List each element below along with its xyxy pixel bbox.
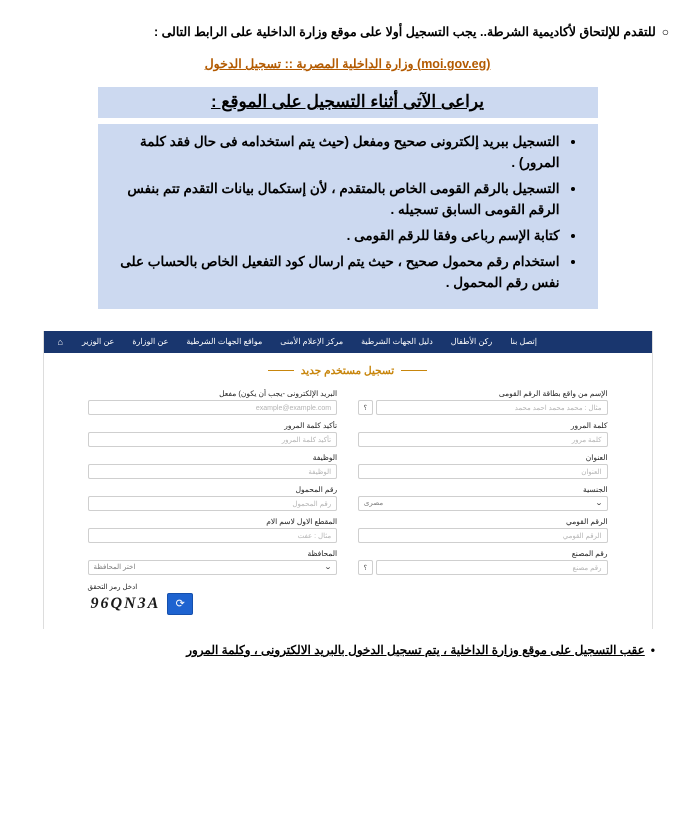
governorate-label: المحافظة xyxy=(307,548,338,558)
list-item: • استخدام رقم محمول صحيح ، حيث يتم ارسال كود التفعيل الخاص بالحساب على نفس رقم المحمول . xyxy=(108,252,560,294)
list-item: • التسجيل ببريد إلكترونى صحيح ومفعل (حيث يتم استخدامه فى حال فقد كلمة المرور) . xyxy=(108,132,560,174)
form-title-text: تسجيل مستخدم جديد xyxy=(300,364,395,377)
mobile-input[interactable]: رقم المحمول xyxy=(88,496,338,511)
registration-form xyxy=(44,387,652,629)
nationality-control xyxy=(358,496,608,511)
title-dash-left-icon xyxy=(268,370,294,371)
notice-box xyxy=(98,124,598,308)
field-confirm-password xyxy=(88,421,338,447)
nationality-value: مصرى xyxy=(363,499,384,507)
captcha-image: 96QN3A xyxy=(90,594,161,612)
captcha-block xyxy=(88,583,194,615)
home-icon[interactable]: ⌂ xyxy=(57,336,63,347)
national-id-input[interactable]: الرقم القومي xyxy=(358,528,608,543)
registration-link-line xyxy=(0,56,695,71)
password-input[interactable]: كلمة مرور xyxy=(358,432,608,447)
list-item: • التسجيل بالرقم القومى الخاص بالمتقدم ، لأن إستكمال بيانات التقدم تتم بنفس الرقم القومى السابق تسجيله . xyxy=(108,179,560,221)
footer-note xyxy=(0,629,695,657)
nav-item-kids-corner[interactable]: ركن الأطفال xyxy=(450,336,493,346)
notice-heading: يراعى الآتى أثناء التسجيل على الموقع : xyxy=(98,87,598,118)
captcha-label: ادخل رمز التحقق xyxy=(87,583,138,591)
confirm-password-input[interactable]: تأكيد كلمة المرور xyxy=(88,432,338,447)
captcha-inner xyxy=(88,593,194,615)
intro-paragraph xyxy=(0,0,695,42)
form-row xyxy=(88,549,608,575)
link-title-text: وزارة الداخلية المصرية :: تسجيل الدخول xyxy=(204,57,414,72)
nav-item-minister[interactable]: عن الوزير xyxy=(81,336,115,346)
moi-registration-link[interactable] xyxy=(205,57,491,71)
field-mobile xyxy=(88,485,338,511)
email-control xyxy=(88,400,338,415)
address-input[interactable]: العنوان xyxy=(358,464,608,479)
form-row xyxy=(88,421,608,447)
password-label: كلمة المرور xyxy=(570,420,608,430)
site-navbar xyxy=(44,331,652,353)
notice-list xyxy=(108,132,582,293)
governorate-value: اختر المحافظة xyxy=(93,563,136,571)
mother-first-name-control xyxy=(88,528,338,543)
field-password xyxy=(358,421,608,447)
job-input[interactable]: الوظيفة xyxy=(88,464,338,479)
nav-item-contact-us[interactable]: إتصل بنا xyxy=(510,336,537,346)
field-full-name xyxy=(358,389,608,415)
password-control xyxy=(358,432,608,447)
help-icon[interactable]: ؟ xyxy=(358,400,373,415)
governorate-select[interactable] xyxy=(88,560,338,575)
captcha-row xyxy=(88,583,608,615)
national-id-control xyxy=(358,528,608,543)
nav-item-police-directory[interactable]: دليل الجهات الشرطية xyxy=(361,336,433,346)
nationality-select[interactable] xyxy=(358,496,608,511)
email-input[interactable]: example@example.com xyxy=(88,400,338,415)
mobile-control xyxy=(88,496,338,511)
governorate-control xyxy=(88,560,338,575)
registry-number-label: رقم المصنع xyxy=(571,548,608,558)
field-address xyxy=(358,453,608,479)
full-name-label: الإسم من واقع بطاقة الرقم القومى xyxy=(498,388,608,398)
registry-number-control xyxy=(358,560,608,575)
field-registry-number xyxy=(358,549,608,575)
nationality-label: الجنسية xyxy=(583,484,608,494)
field-nationality xyxy=(358,485,608,511)
field-mother-first-name xyxy=(88,517,338,543)
confirm-password-label: تأكيد كلمة المرور xyxy=(284,420,338,430)
form-row xyxy=(88,389,608,415)
intro-text: للتقدم للإلتحاق لأكاديمية الشرطة.. يجب التسجيل أولا على موقع وزارة الداخلية على الرابط التالى : xyxy=(153,25,656,39)
national-id-label: الرقم القومي xyxy=(566,516,608,526)
title-dash-right-icon xyxy=(401,370,427,371)
registry-number-input[interactable]: رقم مصنع xyxy=(376,560,608,575)
bullet-marker: • xyxy=(650,642,655,657)
footer-note-text: عقب التسجيل على موقع وزارة الداخلية ، يتم تسجيل الدخول بالبريد الالكترونى ، وكلمة المرور xyxy=(186,642,645,657)
field-national-id xyxy=(358,517,608,543)
nav-item-police-sites[interactable]: مواقع الجهات الشرطية xyxy=(186,336,263,346)
bullet-marker: ○ xyxy=(661,25,669,39)
nav-item-security-media[interactable]: مركز الإعلام الأمنى xyxy=(280,336,344,346)
chevron-down-icon: ⌄ xyxy=(594,499,603,507)
job-label: الوظيفة xyxy=(312,452,338,462)
nav-item-ministry[interactable]: عن الوزارة xyxy=(132,336,169,346)
list-item: • كتابة الإسم رباعى وفقا للرقم القومى . xyxy=(108,226,560,247)
full-name-control xyxy=(358,400,608,415)
embedded-website-screenshot xyxy=(43,331,653,629)
job-control xyxy=(88,464,338,479)
form-title xyxy=(44,365,652,377)
confirm-password-control xyxy=(88,432,338,447)
form-row xyxy=(88,517,608,543)
address-label: العنوان xyxy=(585,452,608,462)
field-email xyxy=(88,389,338,415)
mother-first-name-label: المقطع الاول لاسم الام xyxy=(266,516,338,526)
form-row xyxy=(88,453,608,479)
help-icon[interactable]: ؟ xyxy=(358,560,373,575)
field-governorate xyxy=(88,549,338,575)
address-control xyxy=(358,464,608,479)
chevron-down-icon: ⌄ xyxy=(324,563,333,571)
refresh-icon[interactable]: ⟳ xyxy=(167,593,193,615)
email-label: البريد الإلكترونى -يجب أن يكون) مفعل xyxy=(219,388,338,398)
link-url-text: (moi.gov.eg) xyxy=(417,57,491,72)
mother-first-name-input[interactable]: مثال : عفت xyxy=(88,528,338,543)
form-row xyxy=(88,485,608,511)
full-name-input[interactable]: مثال : محمد محمد احمد محمد xyxy=(376,400,608,415)
field-job xyxy=(88,453,338,479)
mobile-label: رقم المحمول xyxy=(295,484,338,494)
